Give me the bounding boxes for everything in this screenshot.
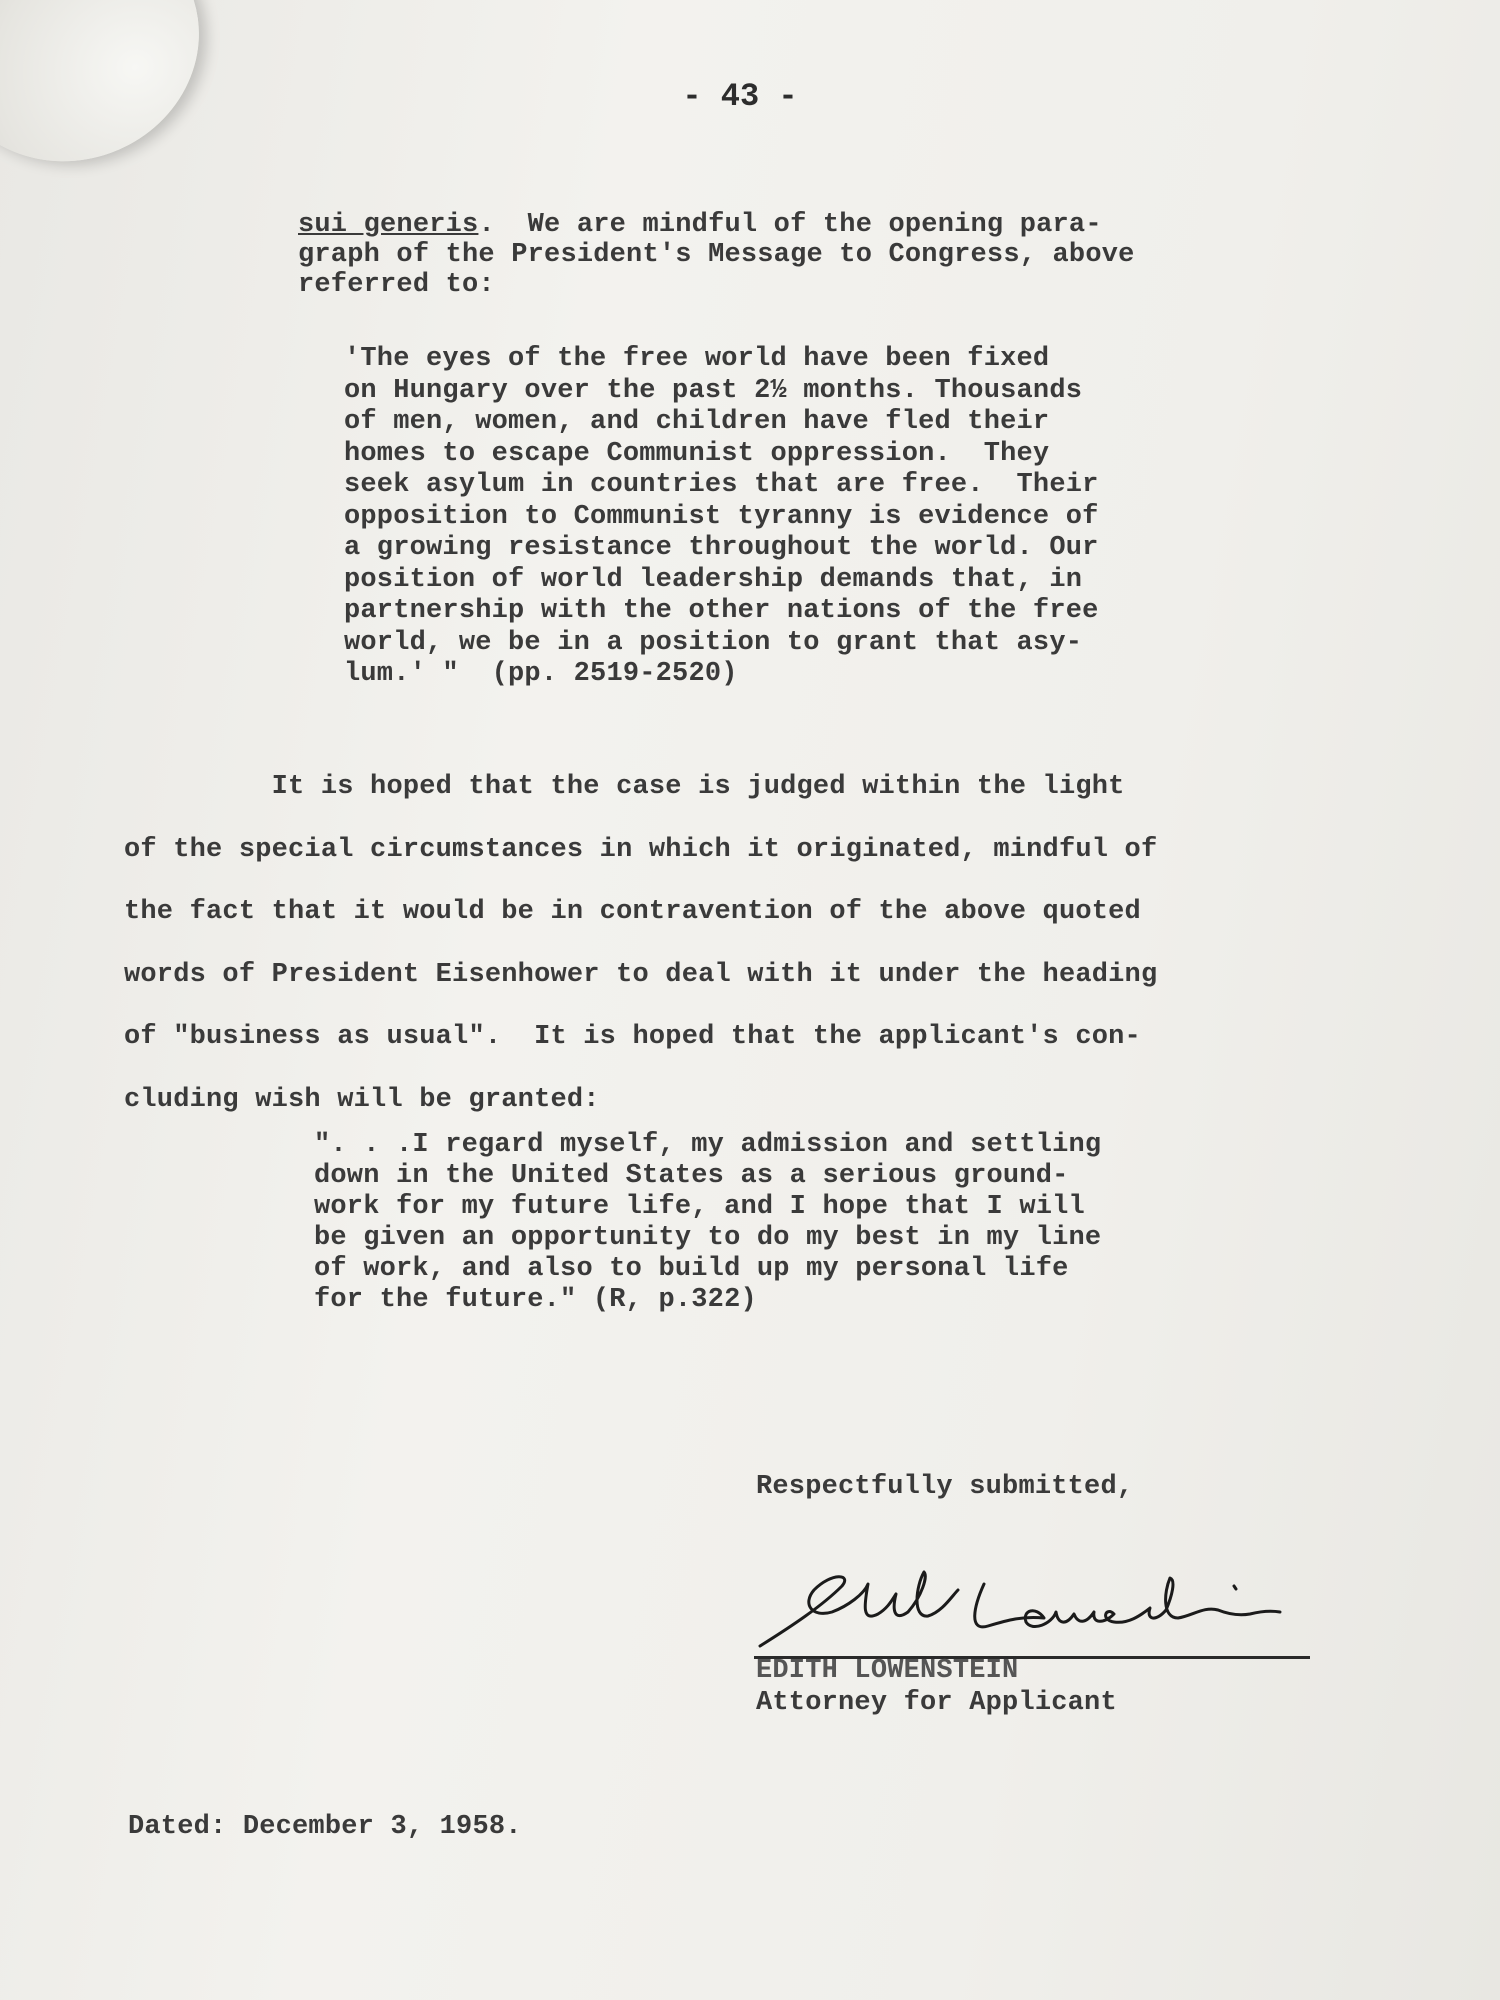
paragraph-line: the fact that it would be in contravention of the above quoted <box>124 897 1141 927</box>
quote-line: world, we be in a position to grant that asy- <box>344 627 1083 658</box>
quote-line: partnership with the other nations of the free <box>344 596 1099 626</box>
presidential-quote <box>344 344 1099 691</box>
quote-line: of work, and also to build up my personal life <box>314 1254 1069 1284</box>
paragraph-line: cluding wish will be granted: <box>124 1084 600 1115</box>
main-paragraph <box>124 756 1157 1131</box>
page-curl <box>0 0 233 197</box>
quote-line: 'The eyes of the free world have been fixed <box>344 344 1050 374</box>
quote-line: lum.' " (pp. 2519-2520) <box>344 659 738 689</box>
quote-line: opposition to Communist tyranny is evidence of <box>344 501 1099 532</box>
paragraph-line: of the special circumstances in which it originated, mindful of <box>124 834 1158 865</box>
signoff: Respectfully submitted, <box>756 1472 1134 1502</box>
page-number: - 43 - <box>682 78 798 115</box>
quote-line: seek asylum in countries that are free. Their <box>344 470 1099 500</box>
quote-line: work for my future life, and I hope that I will <box>314 1192 1085 1222</box>
latin-term: sui generis <box>298 210 479 240</box>
paragraph-line: It is hoped that the case is judged within the light <box>124 772 1125 802</box>
quote-line: position of world leadership demands that, in <box>344 564 1083 595</box>
handwritten-signature <box>752 1566 1312 1656</box>
quote-line: on Hungary over the past 2½ months. Thousands <box>344 375 1083 406</box>
paragraph-line: of "business as usual". It is hoped that the applicant's con- <box>124 1022 1141 1052</box>
date-line: Dated: December 3, 1958. <box>128 1812 522 1842</box>
quote-line: a growing resistance throughout the world. Our <box>344 533 1099 563</box>
quote-line: homes to escape Communist oppression. They <box>344 438 1050 469</box>
quote-line: of men, women, and children have fled their <box>344 407 1050 437</box>
quote-line: be given an opportunity to do my best in my line <box>314 1223 1102 1253</box>
quote-line: for the future." (R, p.322) <box>314 1285 757 1315</box>
opening-line: graph of the President's Message to Congress, above <box>298 240 1135 270</box>
typed-name: EDITH LOWENSTEIN <box>756 1656 1019 1686</box>
opening-paragraph <box>298 210 1135 300</box>
attorney-title: Attorney for Applicant <box>756 1688 1117 1718</box>
quote-line: down in the United States as a serious ground- <box>314 1161 1069 1191</box>
quote-line: ". . .I regard myself, my admission and settling <box>314 1130 1102 1160</box>
opening-line: referred to: <box>298 270 495 300</box>
applicant-quote <box>314 1130 1101 1316</box>
opening-line: sui generis. We are mindful of the opening para- <box>298 210 1102 240</box>
paragraph-line: words of President Eisenhower to deal with it under the heading <box>124 959 1158 990</box>
